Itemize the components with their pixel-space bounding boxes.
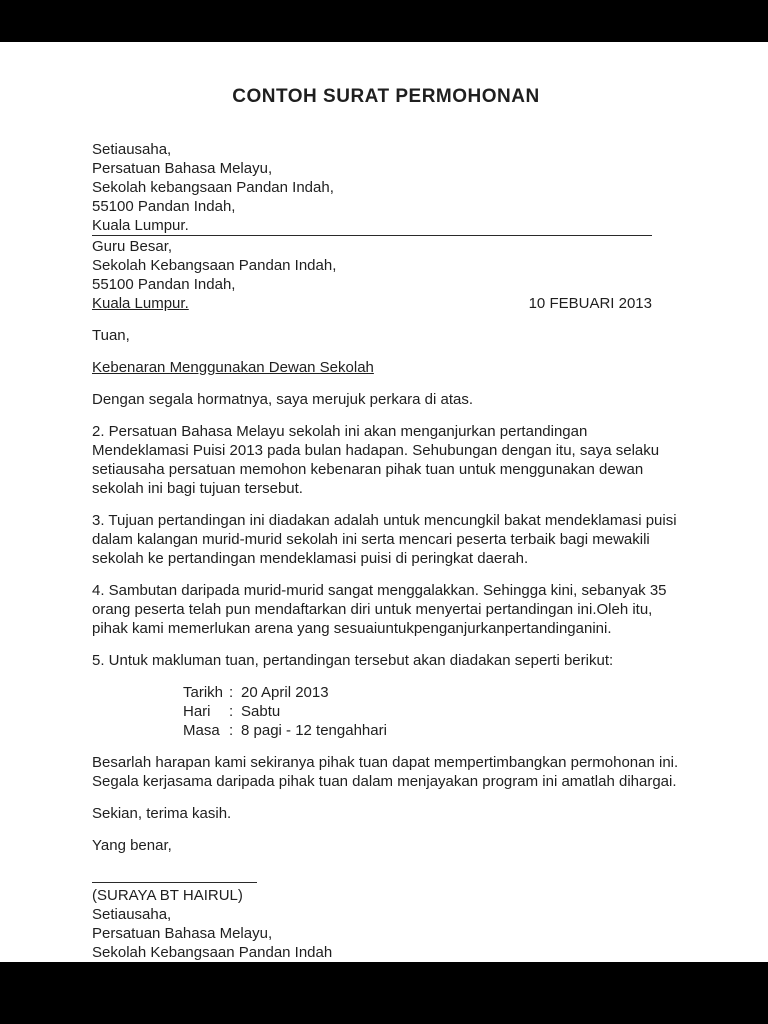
schedule-row <box>183 683 680 702</box>
recipient-line: Sekolah Kebangsaan Pandan Indah, <box>92 257 337 274</box>
signature-title-line: Persatuan Bahasa Melayu, <box>92 925 273 942</box>
recipient-block <box>92 237 680 313</box>
closing-paragraph: Besarlah harapan kami sekiranya pihak tuan dapat mempertimbangkan permohonan ini. Segala kerjasama daripada pihak tuan dalam menjayakan program ini amatlah dihargai. <box>92 754 679 790</box>
sender-line: 55100 Pandan Indah, <box>92 198 236 215</box>
recipient-date-row <box>92 294 680 313</box>
schedule-label: Hari <box>183 703 211 720</box>
sender-line: Persatuan Bahasa Melayu, <box>92 160 273 177</box>
sender-recipient-divider <box>92 235 652 236</box>
signature-title-line: Setiausaha, <box>92 906 172 923</box>
schedule-separator: : <box>229 722 234 739</box>
schedule-label: Tarikh <box>183 684 224 701</box>
schedule-value: 8 pagi - 12 tengahhari <box>241 722 387 739</box>
bottom-letterbox-bar <box>0 962 768 1024</box>
recipient-line: 55100 Pandan Indah, <box>92 276 236 293</box>
subject-line: Kebenaran Menggunakan Dewan Sekolah <box>92 359 374 376</box>
letter-body <box>0 42 768 962</box>
body-paragraph: 2. Persatuan Bahasa Melayu sekolah ini akan menganjurkan pertandingan Mendeklamasi Puisi 2013 pada bulan hadapan. Sehubungan dengan itu, saya selaku setiausaha persatuan memohon kebenaran pihak tuan untuk menggunakan dewan sekolah ini bagi tujuan tersebut. <box>92 423 660 497</box>
schedule-separator: : <box>229 703 234 720</box>
thanks-line: Sekian, terima kasih. <box>92 805 232 822</box>
sender-line: Setiausaha, <box>92 141 172 158</box>
schedule-value: Sabtu <box>241 703 281 720</box>
schedule-block <box>183 683 680 740</box>
sender-block <box>92 140 680 235</box>
letter-date: 10 FEBUARI 2013 <box>528 295 652 312</box>
top-letterbox-bar <box>0 0 768 42</box>
sign-off: Yang benar, <box>92 837 172 854</box>
body-paragraph: Dengan segala hormatnya, saya merujuk perkara di atas. <box>92 391 474 408</box>
body-paragraph: 5. Untuk makluman tuan, pertandingan tersebut akan diadakan seperti berikut: <box>92 652 614 669</box>
recipient-line: Guru Besar, <box>92 238 173 255</box>
signature-line <box>92 868 257 883</box>
salutation: Tuan, <box>92 327 130 344</box>
page-title: CONTOH SURAT PERMOHONAN <box>232 86 540 107</box>
schedule-separator: : <box>229 684 234 701</box>
signature-block <box>92 868 680 962</box>
body-paragraph: 3. Tujuan pertandingan ini diadakan adalah untuk mencungkil bakat mendeklamasi puisi dalam kalangan murid-murid sekolah ini serta mencari peserta terbaik bagi mewakili sekolah ke pertandingan mendeklamasi puisi di peringkat daerah. <box>92 512 677 567</box>
signature-title-line: Sekolah Kebangsaan Pandan Indah <box>92 944 333 961</box>
sender-line: Kuala Lumpur. <box>92 217 189 234</box>
signature-name: (SURAYA BT HAIRUL) <box>92 887 243 904</box>
schedule-label: Masa <box>183 722 220 739</box>
recipient-line: Kuala Lumpur. <box>92 295 189 312</box>
body-paragraph: 4. Sambutan daripada murid-murid sangat menggalakkan. Sehingga kini, sebanyak 35 orang peserta telah pun mendaftarkan diri untuk menyertai pertandingan ini.Oleh itu, pihak kami memerlukan arena yang sesuaiuntukpenganjurkanpertandinganini. <box>92 582 667 637</box>
schedule-row <box>183 721 680 740</box>
sender-line: Sekolah kebangsaan Pandan Indah, <box>92 179 334 196</box>
schedule-value: 20 April 2013 <box>241 684 329 701</box>
schedule-row <box>183 702 680 721</box>
